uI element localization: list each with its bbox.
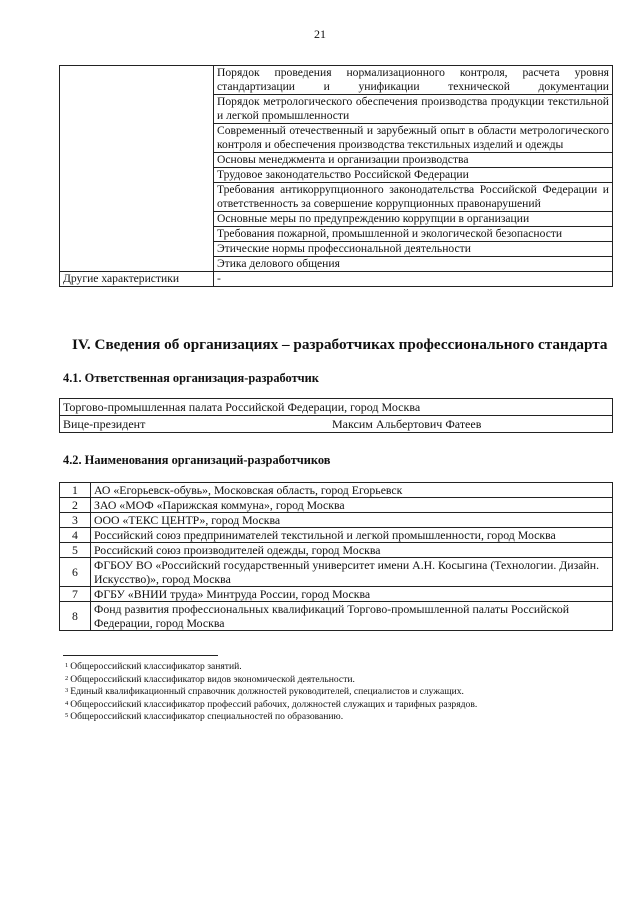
table-row — [60, 483, 613, 498]
row-number: 3 — [60, 513, 91, 528]
knowledge-item: Порядок метрологического обеспечения производства продукции текстильной и легкой промышленности — [214, 95, 613, 124]
footnote-text: Единый квалификационный справочник должностей руководителей, специалистов и служащих. — [70, 686, 464, 698]
organization-name: АО «Егорьевск-обувь», Московская область, город Егорьевск — [91, 483, 613, 498]
knowledge-item: Основные меры по предупреждению коррупции в организации — [214, 212, 613, 227]
organization-name: ФГБУ «ВНИИ труда» Минтруда России, город Москва — [91, 587, 613, 602]
row-number: 6 — [60, 558, 91, 587]
knowledge-item: Основы менеджмента и организации производства — [214, 153, 613, 168]
organization-name: Российский союз предпринимателей текстильной и легкой промышленности, город Москва — [91, 528, 613, 543]
footnote-text: Общероссийский классификатор профессий рабочих, должностей служащих и тарифных разрядов. — [70, 698, 478, 710]
section-4-1-title: 4.1. Ответственная организация-разработчик — [63, 371, 319, 385]
table-row — [60, 543, 613, 558]
footnote-mark: 2 — [65, 674, 69, 682]
organization-name: Российский союз производителей одежды, город Москва — [91, 543, 613, 558]
organization-name: ЗАО «МОФ «Парижская коммуна», город Москва — [91, 498, 613, 513]
knowledge-item: Требования пожарной, промышленной и экологической безопасности — [214, 227, 613, 242]
table-row — [60, 513, 613, 528]
section-iv-title: IV. Сведения об организациях – разработчиках профессионального стандарта — [72, 336, 608, 353]
responsible-organization-table — [59, 398, 613, 433]
table-row — [60, 528, 613, 543]
footnote — [65, 661, 477, 674]
footnote-text: Общероссийский классификатор занятий. — [70, 661, 242, 672]
other-characteristics-label: Другие характеристики — [60, 272, 214, 287]
row-number: 1 — [60, 483, 91, 498]
table-row — [60, 587, 613, 602]
other-characteristics-value: - — [214, 272, 613, 287]
section-4-2-title: 4.2. Наименования организаций-разработчиков — [63, 453, 331, 467]
row-number: 2 — [60, 498, 91, 513]
knowledge-item: Современный отечественный и зарубежный опыт в области метрологического контроля и обеспечения производства текстильных изделий и одежды — [214, 124, 613, 153]
table-row — [60, 272, 613, 287]
table-row — [60, 399, 613, 416]
footnote — [65, 686, 477, 699]
table-row — [60, 558, 613, 587]
footnote-separator — [63, 655, 218, 656]
row-number: 5 — [60, 543, 91, 558]
footnote-text: Общероссийский классификатор специальностей по образованию. — [70, 711, 344, 723]
knowledge-item: Этика делового общения — [214, 257, 613, 272]
knowledge-item: Порядок проведения нормализационного контроля, расчета уровня стандартизации и унификации технической документации — [214, 66, 613, 95]
footnotes — [65, 661, 477, 724]
row-number: 7 — [60, 587, 91, 602]
knowledge-table — [59, 65, 613, 287]
footnote-mark: 1 — [65, 662, 69, 669]
footnote-mark: 4 — [65, 699, 69, 707]
table-row — [60, 66, 613, 95]
person-name: Максим Альбертович Фатеев — [329, 416, 613, 433]
knowledge-label-cell — [60, 66, 214, 272]
knowledge-item: Трудовое законодательство Российской Федерации — [214, 168, 613, 183]
table-row — [60, 602, 613, 631]
footnote-mark: 3 — [65, 687, 69, 695]
knowledge-item: Требования антикоррупционного законодательства Российской Федерации и ответственность за совершение коррупционных правонарушений — [214, 183, 613, 212]
footnote-text: Общероссийский классификатор видов экономической деятельности. — [70, 673, 355, 685]
organization-name: Торгово-промышленная палата Российской Федерации, город Москва — [60, 399, 613, 416]
row-number: 4 — [60, 528, 91, 543]
row-number: 8 — [60, 602, 91, 631]
footnote-mark: 5 — [65, 712, 69, 720]
footnote — [65, 711, 477, 724]
table-row — [60, 416, 613, 433]
developer-organizations-table — [59, 482, 613, 631]
footnote — [65, 699, 477, 712]
organization-name: ФГБОУ ВО «Российский государственный университет имени А.Н. Косыгина (Технологии. Дизайн. Искусство)», город Москва — [91, 558, 613, 587]
organization-name: Фонд развития профессиональных квалификаций Торгово-промышленной палаты Российской Федерации, город Москва — [91, 602, 613, 631]
page-number: 21 — [314, 27, 326, 41]
knowledge-item: Этические нормы профессиональной деятельности — [214, 242, 613, 257]
position-title: Вице-президент — [60, 416, 330, 433]
footnote — [65, 674, 477, 687]
organization-name: ООО «ТЕКС ЦЕНТР», город Москва — [91, 513, 613, 528]
table-row — [60, 498, 613, 513]
